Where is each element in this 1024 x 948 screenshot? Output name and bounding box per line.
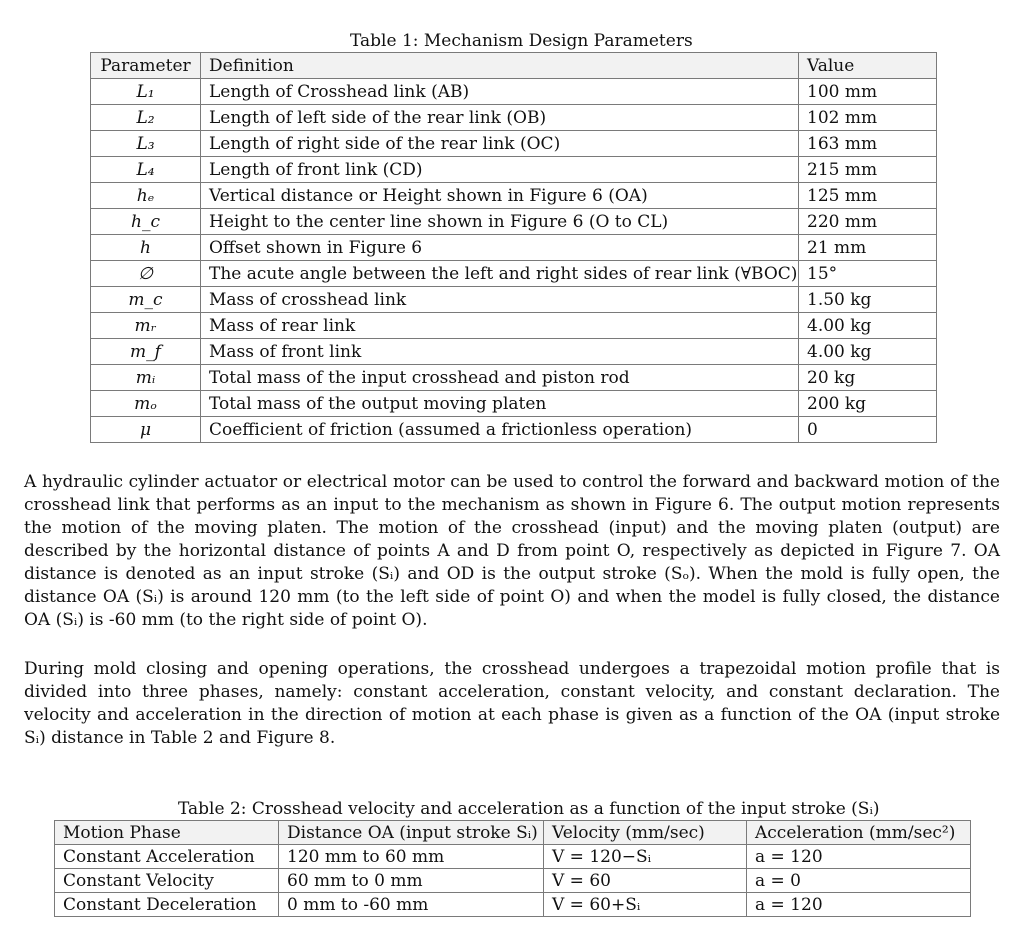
header-definition: Definition bbox=[201, 53, 799, 79]
param-definition: Length of right side of the rear link (OC) bbox=[201, 131, 799, 157]
param-symbol: hₑ bbox=[91, 183, 201, 209]
table2-caption: Table 2: Crosshead velocity and acceleration as a function of the input stroke (Sᵢ) bbox=[178, 799, 880, 819]
motion-phase: Constant Deceleration bbox=[55, 893, 279, 917]
table-row bbox=[91, 235, 937, 261]
table-row bbox=[91, 339, 937, 365]
motion-phase: Constant Velocity bbox=[55, 869, 279, 893]
crosshead-motion-table bbox=[54, 820, 971, 917]
velocity-formula: V = 60 bbox=[544, 869, 747, 893]
table-row bbox=[91, 183, 937, 209]
table-row bbox=[91, 365, 937, 391]
param-definition: Total mass of the output moving platen bbox=[201, 391, 799, 417]
table-row bbox=[91, 287, 937, 313]
param-definition: Length of Crosshead link (AB) bbox=[201, 79, 799, 105]
header-motion-phase: Motion Phase bbox=[55, 821, 279, 845]
table1-caption: Table 1: Mechanism Design Parameters bbox=[350, 31, 693, 51]
paragraph-motion-description: A hydraulic cylinder actuator or electrical motor can be used to control the forward and backward motion of the crosshead link that performs as an input to the mechanism as shown in Figure 6. The output motion represents the motion of the moving platen. The motion of the crosshead (input) and the moving platen (output) are described by the horizontal distance of points A and D from point O, respectively as depicted in Figure 7. OA distance is denoted as an input stroke (Sᵢ) and OD is the output stroke (Sₒ). When the mold is fully open, the distance OA (Sᵢ) is around 120 mm (to the left side of point O) and when the model is fully closed, the distance OA (Sᵢ) is -60 mm (to the right side of point O). bbox=[24, 472, 1000, 630]
param-symbol: L₃ bbox=[91, 131, 201, 157]
param-definition: Mass of front link bbox=[201, 339, 799, 365]
table-row bbox=[91, 261, 937, 287]
table-row bbox=[91, 209, 937, 235]
velocity-formula: V = 60+Sᵢ bbox=[544, 893, 747, 917]
distance-range: 60 mm to 0 mm bbox=[279, 869, 544, 893]
param-symbol: μ bbox=[91, 417, 201, 443]
param-definition: Coefficient of friction (assumed a frictionless operation) bbox=[201, 417, 799, 443]
table-row bbox=[91, 313, 937, 339]
param-symbol: m_f bbox=[91, 339, 201, 365]
param-definition: The acute angle between the left and right sides of rear link (∀BOC) bbox=[201, 261, 799, 287]
header-velocity: Velocity (mm/sec) bbox=[544, 821, 747, 845]
table-row bbox=[91, 417, 937, 443]
param-symbol: L₄ bbox=[91, 157, 201, 183]
param-symbol: mᵢ bbox=[91, 365, 201, 391]
param-symbol: L₁ bbox=[91, 79, 201, 105]
param-symbol: m_c bbox=[91, 287, 201, 313]
velocity-formula: V = 120−Sᵢ bbox=[544, 845, 747, 869]
param-value: 163 mm bbox=[799, 131, 937, 157]
param-value: 4.00 kg bbox=[799, 339, 937, 365]
table-row bbox=[55, 893, 971, 917]
table-row bbox=[91, 391, 937, 417]
table-row bbox=[91, 131, 937, 157]
table2-header-row bbox=[55, 821, 971, 845]
header-distance: Distance OA (input stroke Sᵢ) bbox=[279, 821, 544, 845]
param-value: 0 bbox=[799, 417, 937, 443]
param-definition: Offset shown in Figure 6 bbox=[201, 235, 799, 261]
param-value: 102 mm bbox=[799, 105, 937, 131]
table-row bbox=[55, 845, 971, 869]
header-parameter: Parameter bbox=[91, 53, 201, 79]
distance-range: 0 mm to -60 mm bbox=[279, 893, 544, 917]
param-value: 21 mm bbox=[799, 235, 937, 261]
param-symbol: L₂ bbox=[91, 105, 201, 131]
acceleration-value: a = 0 bbox=[747, 869, 971, 893]
param-value: 100 mm bbox=[799, 79, 937, 105]
param-symbol: mₒ bbox=[91, 391, 201, 417]
param-symbol: h bbox=[91, 235, 201, 261]
param-value: 1.50 kg bbox=[799, 287, 937, 313]
param-symbol: h_c bbox=[91, 209, 201, 235]
design-parameters-table bbox=[90, 52, 937, 443]
param-value: 20 kg bbox=[799, 365, 937, 391]
param-definition: Vertical distance or Height shown in Figure 6 (OA) bbox=[201, 183, 799, 209]
table-row bbox=[55, 869, 971, 893]
param-definition: Total mass of the input crosshead and piston rod bbox=[201, 365, 799, 391]
param-value: 220 mm bbox=[799, 209, 937, 235]
acceleration-value: a = 120 bbox=[747, 893, 971, 917]
param-value: 125 mm bbox=[799, 183, 937, 209]
distance-range: 120 mm to 60 mm bbox=[279, 845, 544, 869]
table-row bbox=[91, 157, 937, 183]
acceleration-value: a = 120 bbox=[747, 845, 971, 869]
param-definition: Mass of crosshead link bbox=[201, 287, 799, 313]
param-definition: Length of left side of the rear link (OB) bbox=[201, 105, 799, 131]
paragraph-motion-profile: During mold closing and opening operations, the crosshead undergoes a trapezoidal motion profile that is divided into three phases, namely: constant acceleration, constant velocity, and constant declaration. The velocity and acceleration in the direction of motion at each phase is given as a function of the OA (input stroke Sᵢ) distance in Table 2 and Figure 8. bbox=[24, 659, 1000, 748]
table-row bbox=[91, 105, 937, 131]
table1-header-row bbox=[91, 53, 937, 79]
param-value: 200 kg bbox=[799, 391, 937, 417]
param-value: 15° bbox=[799, 261, 937, 287]
param-definition: Mass of rear link bbox=[201, 313, 799, 339]
param-value: 4.00 kg bbox=[799, 313, 937, 339]
header-value: Value bbox=[799, 53, 937, 79]
param-value: 215 mm bbox=[799, 157, 937, 183]
table-row bbox=[91, 79, 937, 105]
param-symbol: ∅ bbox=[91, 261, 201, 287]
param-symbol: mᵣ bbox=[91, 313, 201, 339]
header-acceleration: Acceleration (mm/sec²) bbox=[747, 821, 971, 845]
param-definition: Length of front link (CD) bbox=[201, 157, 799, 183]
param-definition: Height to the center line shown in Figure 6 (O to CL) bbox=[201, 209, 799, 235]
motion-phase: Constant Acceleration bbox=[55, 845, 279, 869]
